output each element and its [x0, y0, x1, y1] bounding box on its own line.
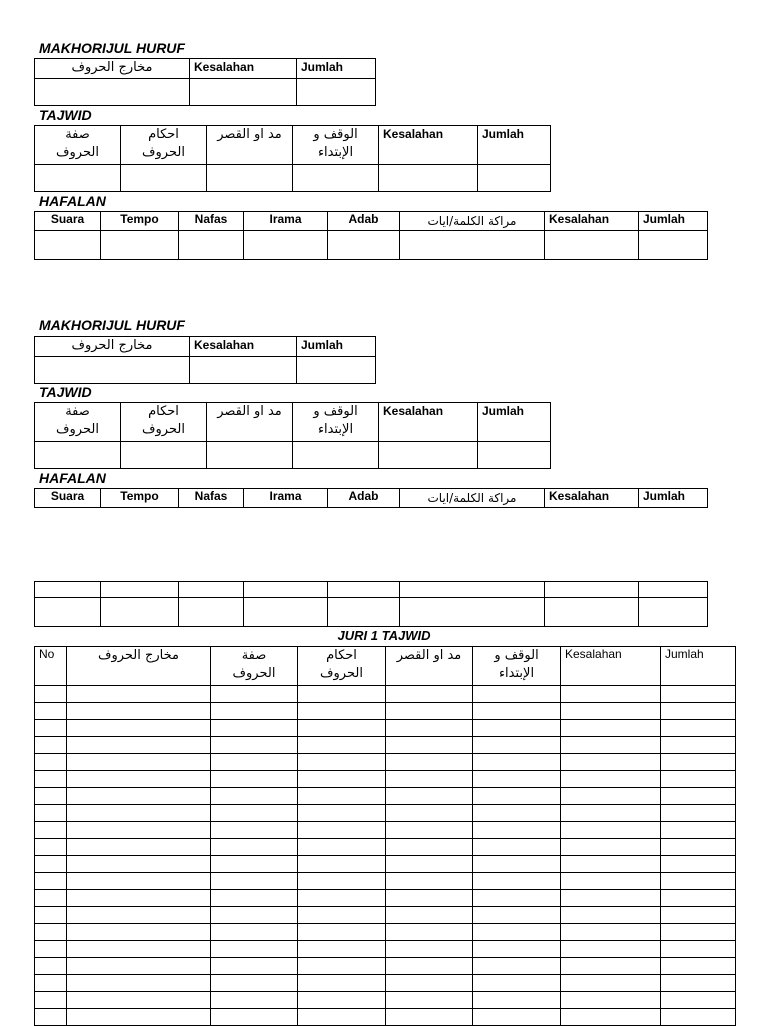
- juri-cell[interactable]: [386, 805, 473, 822]
- hafalan-cell[interactable]: [35, 231, 101, 260]
- juri-cell[interactable]: [298, 890, 386, 907]
- juri-cell[interactable]: [473, 771, 561, 788]
- juri-header-jumlah: Jumlah: [661, 647, 736, 686]
- juri-cell[interactable]: [386, 720, 473, 737]
- juri-cell[interactable]: [661, 975, 736, 992]
- table-row: [35, 720, 736, 737]
- juri-cell[interactable]: [35, 856, 67, 873]
- juri-cell[interactable]: [661, 686, 736, 703]
- juri-cell[interactable]: [561, 822, 661, 839]
- juri-cell[interactable]: [386, 788, 473, 805]
- hafalan-cell[interactable]: [101, 598, 179, 627]
- juri-cell[interactable]: [473, 856, 561, 873]
- hafalan-header-nafas: Nafas: [179, 212, 244, 231]
- juri-cell[interactable]: [473, 737, 561, 754]
- juri-cell[interactable]: [661, 839, 736, 856]
- makhorij-cell[interactable]: [35, 357, 190, 384]
- juri-cell[interactable]: [211, 822, 298, 839]
- table-row: [35, 958, 736, 975]
- juri-cell[interactable]: [386, 703, 473, 720]
- hafalan-cell[interactable]: [101, 582, 179, 598]
- juri-cell[interactable]: [67, 771, 211, 788]
- juri-cell[interactable]: [298, 975, 386, 992]
- juri-cell[interactable]: [473, 907, 561, 924]
- juri-cell[interactable]: [67, 992, 211, 1009]
- juri-cell[interactable]: [561, 941, 661, 958]
- juri-cell[interactable]: [67, 975, 211, 992]
- hafalan-title-2: HAFALAN: [39, 470, 106, 486]
- juri-cell[interactable]: [561, 771, 661, 788]
- juri-cell[interactable]: [661, 805, 736, 822]
- juri-cell[interactable]: [35, 822, 67, 839]
- juri-cell[interactable]: [661, 822, 736, 839]
- juri-cell[interactable]: [298, 873, 386, 890]
- juri-cell[interactable]: [35, 686, 67, 703]
- makhorij-header-jumlah: Jumlah: [297, 59, 376, 79]
- tajwid-title-1: TAJWID: [39, 107, 92, 123]
- hafalan-header-adab: Adab: [328, 489, 400, 508]
- juri-cell[interactable]: [211, 975, 298, 992]
- table-row: [35, 839, 736, 856]
- hafalan-cell[interactable]: [545, 231, 639, 260]
- hafalan-cell[interactable]: [400, 582, 545, 598]
- juri-cell[interactable]: [211, 924, 298, 941]
- juri-cell[interactable]: [661, 958, 736, 975]
- juri-cell[interactable]: [67, 907, 211, 924]
- tajwid-table-1: [34, 125, 551, 192]
- juri-cell[interactable]: [386, 737, 473, 754]
- tajwid-cell[interactable]: [478, 165, 551, 192]
- juri-cell[interactable]: [211, 805, 298, 822]
- hafalan-cell[interactable]: [179, 582, 244, 598]
- juri-cell[interactable]: [473, 992, 561, 1009]
- tajwid-header-kesalahan: Kesalahan: [379, 126, 478, 165]
- juri-cell[interactable]: [211, 737, 298, 754]
- juri-cell[interactable]: [67, 856, 211, 873]
- table-row: [35, 992, 736, 1009]
- hafalan-header-suara: Suara: [35, 489, 101, 508]
- hafalan-cell[interactable]: [244, 231, 328, 260]
- hafalan-cell[interactable]: [545, 582, 639, 598]
- juri-cell[interactable]: [561, 703, 661, 720]
- juri-cell[interactable]: [298, 839, 386, 856]
- juri-cell[interactable]: [35, 975, 67, 992]
- juri-cell[interactable]: [561, 975, 661, 992]
- juri-cell[interactable]: [473, 975, 561, 992]
- juri-cell[interactable]: [661, 856, 736, 873]
- hafalan-header-irama: Irama: [244, 212, 328, 231]
- juri-cell[interactable]: [35, 907, 67, 924]
- hafalan-cell[interactable]: [328, 231, 400, 260]
- juri-cell[interactable]: [67, 1009, 211, 1026]
- juri-cell[interactable]: [298, 924, 386, 941]
- hafalan-header-adab: Adab: [328, 212, 400, 231]
- table-row: [35, 856, 736, 873]
- juri-cell[interactable]: [298, 856, 386, 873]
- table-row: [35, 907, 736, 924]
- juri-cell[interactable]: [661, 703, 736, 720]
- makhorij-cell[interactable]: [35, 79, 190, 106]
- table-row: [35, 788, 736, 805]
- juri-cell[interactable]: [561, 924, 661, 941]
- juri-cell[interactable]: [211, 856, 298, 873]
- hafalan-header-suara: Suara: [35, 212, 101, 231]
- juri-cell[interactable]: [661, 924, 736, 941]
- tajwid-header-waqf: الوقف و الإبتداء: [293, 126, 379, 165]
- tajwid-table-2: [34, 402, 551, 469]
- juri-cell[interactable]: [561, 720, 661, 737]
- juri-cell[interactable]: [35, 737, 67, 754]
- juri-cell[interactable]: [661, 771, 736, 788]
- juri-cell[interactable]: [35, 788, 67, 805]
- table-row: [35, 975, 736, 992]
- hafalan-cell[interactable]: [400, 231, 545, 260]
- tajwid-cell[interactable]: [35, 165, 121, 192]
- hafalan-cell[interactable]: [179, 231, 244, 260]
- juri-cell[interactable]: [35, 720, 67, 737]
- juri-cell[interactable]: [386, 941, 473, 958]
- juri-cell[interactable]: [67, 805, 211, 822]
- juri-cell[interactable]: [35, 703, 67, 720]
- juri-cell[interactable]: [661, 720, 736, 737]
- juri-cell[interactable]: [561, 788, 661, 805]
- juri-cell[interactable]: [298, 822, 386, 839]
- juri-cell[interactable]: [386, 686, 473, 703]
- makhorij-header-kesalahan: Kesalahan: [190, 59, 297, 79]
- juri-cell[interactable]: [386, 771, 473, 788]
- juri-cell[interactable]: [211, 992, 298, 1009]
- table-row: [35, 1009, 736, 1026]
- makhorij-cell[interactable]: [190, 79, 297, 106]
- tajwid-header-jumlah: Jumlah: [478, 126, 551, 165]
- juri-cell[interactable]: [386, 839, 473, 856]
- tajwid-cell[interactable]: [293, 442, 379, 469]
- makhorij-table-2: [34, 336, 376, 384]
- table-row: [35, 924, 736, 941]
- tajwid-cell[interactable]: [121, 165, 207, 192]
- juri-cell[interactable]: [473, 873, 561, 890]
- juri-cell[interactable]: [211, 788, 298, 805]
- tajwid-header-mad: مد او القصر: [207, 403, 293, 442]
- juri-cell[interactable]: [298, 737, 386, 754]
- juri-cell[interactable]: [386, 907, 473, 924]
- tajwid-header-mad: مد او القصر: [207, 126, 293, 165]
- hafalan-header-muraqabah: مراكة الكلمة/ايات: [400, 489, 545, 508]
- juri-cell[interactable]: [298, 754, 386, 771]
- juri-cell[interactable]: [67, 890, 211, 907]
- juri-cell[interactable]: [211, 703, 298, 720]
- juri-title: JURI 1 TAJWID: [337, 628, 431, 643]
- juri-cell[interactable]: [386, 822, 473, 839]
- juri-cell[interactable]: [298, 992, 386, 1009]
- juri-cell[interactable]: [35, 873, 67, 890]
- hafalan-header-nafas: Nafas: [179, 489, 244, 508]
- tajwid-cell[interactable]: [121, 442, 207, 469]
- makhorij-cell[interactable]: [297, 79, 376, 106]
- juri-cell[interactable]: [473, 754, 561, 771]
- juri-cell[interactable]: [35, 771, 67, 788]
- juri-cell[interactable]: [211, 890, 298, 907]
- juri-cell[interactable]: [561, 839, 661, 856]
- table-row: [35, 754, 736, 771]
- juri-cell[interactable]: [35, 958, 67, 975]
- tajwid-cell[interactable]: [293, 165, 379, 192]
- juri-cell[interactable]: [211, 686, 298, 703]
- juri-cell[interactable]: [661, 907, 736, 924]
- juri-cell[interactable]: [35, 924, 67, 941]
- hafalan-cell[interactable]: [639, 598, 708, 627]
- juri-cell[interactable]: [561, 1009, 661, 1026]
- hafalan-header-irama: Irama: [244, 489, 328, 508]
- juri-cell[interactable]: [386, 856, 473, 873]
- juri-cell[interactable]: [473, 703, 561, 720]
- juri-cell[interactable]: [211, 754, 298, 771]
- juri-cell[interactable]: [473, 686, 561, 703]
- juri-cell[interactable]: [473, 839, 561, 856]
- juri-cell[interactable]: [661, 992, 736, 1009]
- juri-cell[interactable]: [473, 720, 561, 737]
- juri-cell[interactable]: [211, 720, 298, 737]
- tajwid-cell[interactable]: [35, 442, 121, 469]
- hafalan-header-jumlah: Jumlah: [639, 212, 708, 231]
- juri-cell[interactable]: [211, 907, 298, 924]
- hafalan-cell[interactable]: [101, 231, 179, 260]
- tajwid-title-2: TAJWID: [39, 384, 92, 400]
- hafalan-cell[interactable]: [639, 582, 708, 598]
- juri-cell[interactable]: [473, 924, 561, 941]
- juri-cell[interactable]: [211, 1009, 298, 1026]
- table-row: [35, 941, 736, 958]
- juri-cell[interactable]: [35, 1009, 67, 1026]
- juri-cell[interactable]: [473, 958, 561, 975]
- juri-cell[interactable]: [35, 941, 67, 958]
- hafalan-cell[interactable]: [179, 598, 244, 627]
- juri-cell[interactable]: [211, 873, 298, 890]
- hafalan-header-tempo: Tempo: [101, 212, 179, 231]
- tajwid-header-jumlah: Jumlah: [478, 403, 551, 442]
- juri-cell[interactable]: [473, 890, 561, 907]
- juri-cell[interactable]: [211, 941, 298, 958]
- juri-cell[interactable]: [211, 771, 298, 788]
- hafalan-header-jumlah: Jumlah: [639, 489, 708, 508]
- makhorij-title-1: MAKHORIJUL HURUF: [39, 40, 185, 56]
- table-row: [35, 873, 736, 890]
- makhorij-title-2: MAKHORIJUL HURUF: [39, 317, 185, 333]
- juri-cell[interactable]: [661, 873, 736, 890]
- makhorij-header-kesalahan: Kesalahan: [190, 337, 297, 357]
- juri-cell[interactable]: [661, 941, 736, 958]
- juri-cell[interactable]: [298, 788, 386, 805]
- tajwid-cell[interactable]: [207, 442, 293, 469]
- juri-header-ahkam: احكام الحروف: [298, 647, 386, 686]
- juri-cell[interactable]: [67, 958, 211, 975]
- tajwid-header-ahkam: احكام الحروف: [121, 403, 207, 442]
- juri-cell[interactable]: [386, 958, 473, 975]
- juri-cell[interactable]: [473, 941, 561, 958]
- juri-header-waqf: الوقف و الإبتداء: [473, 647, 561, 686]
- hafalan-header-kesalahan: Kesalahan: [545, 212, 639, 231]
- hafalan-cell[interactable]: [328, 598, 400, 627]
- tajwid-cell[interactable]: [379, 165, 478, 192]
- juri-cell[interactable]: [211, 839, 298, 856]
- juri-cell[interactable]: [67, 788, 211, 805]
- tajwid-header-kesalahan: Kesalahan: [379, 403, 478, 442]
- hafalan-header-kesalahan: Kesalahan: [545, 489, 639, 508]
- hafalan-cell[interactable]: [400, 598, 545, 627]
- juri-cell[interactable]: [561, 686, 661, 703]
- tajwid-header-waqf: الوقف و الإبتداء: [293, 403, 379, 442]
- hafalan-cell[interactable]: [639, 231, 708, 260]
- juri-cell[interactable]: [661, 890, 736, 907]
- hafalan-cell[interactable]: [35, 582, 101, 598]
- hafalan-table-1: [34, 211, 708, 260]
- tajwid-cell[interactable]: [379, 442, 478, 469]
- juri-cell[interactable]: [561, 754, 661, 771]
- juri-cell[interactable]: [661, 788, 736, 805]
- hafalan-cell[interactable]: [35, 598, 101, 627]
- juri-cell[interactable]: [561, 907, 661, 924]
- juri-table: [34, 646, 736, 1026]
- tajwid-cell[interactable]: [478, 442, 551, 469]
- juri-cell[interactable]: [35, 805, 67, 822]
- juri-cell[interactable]: [386, 873, 473, 890]
- hafalan-header-tempo: Tempo: [101, 489, 179, 508]
- table-row: [35, 703, 736, 720]
- juri-cell[interactable]: [298, 771, 386, 788]
- juri-cell[interactable]: [386, 754, 473, 771]
- juri-cell[interactable]: [386, 924, 473, 941]
- juri-header-kesalahan: Kesalahan: [561, 647, 661, 686]
- juri-cell[interactable]: [298, 805, 386, 822]
- juri-cell[interactable]: [661, 737, 736, 754]
- juri-cell[interactable]: [473, 788, 561, 805]
- hafalan-header-muraqabah: مراكة الكلمة/ايات: [400, 212, 545, 231]
- makhorij-cell[interactable]: [297, 357, 376, 384]
- juri-cell[interactable]: [661, 754, 736, 771]
- juri-cell[interactable]: [298, 703, 386, 720]
- juri-header-mad: مد او القصر: [386, 647, 473, 686]
- table-row: [35, 771, 736, 788]
- tajwid-cell[interactable]: [207, 165, 293, 192]
- juri-cell[interactable]: [67, 924, 211, 941]
- hafalan-cell[interactable]: [244, 582, 328, 598]
- juri-cell[interactable]: [67, 703, 211, 720]
- hafalan-table-continuation: [34, 581, 708, 627]
- juri-cell[interactable]: [298, 958, 386, 975]
- juri-cell[interactable]: [661, 1009, 736, 1026]
- juri-cell[interactable]: [67, 720, 211, 737]
- juri-cell[interactable]: [35, 754, 67, 771]
- table-row: [35, 737, 736, 754]
- juri-cell[interactable]: [298, 720, 386, 737]
- juri-cell[interactable]: [561, 992, 661, 1009]
- juri-cell[interactable]: [298, 941, 386, 958]
- table-row: [35, 822, 736, 839]
- makhorij-cell[interactable]: [190, 357, 297, 384]
- hafalan-cell[interactable]: [244, 598, 328, 627]
- table-row: [35, 890, 736, 907]
- juri-cell[interactable]: [386, 890, 473, 907]
- juri-cell[interactable]: [67, 737, 211, 754]
- juri-cell[interactable]: [67, 839, 211, 856]
- makhorij-header-arabic: مخارج الحروف: [35, 59, 190, 79]
- juri-cell[interactable]: [67, 754, 211, 771]
- juri-header-no: No: [35, 647, 67, 686]
- hafalan-cell[interactable]: [545, 598, 639, 627]
- juri-header-makhorij: مخارج الحروف: [67, 647, 211, 686]
- juri-cell[interactable]: [386, 992, 473, 1009]
- juri-cell[interactable]: [473, 822, 561, 839]
- juri-cell[interactable]: [561, 890, 661, 907]
- hafalan-title-1: HAFALAN: [39, 193, 106, 209]
- juri-cell[interactable]: [298, 1009, 386, 1026]
- juri-cell[interactable]: [298, 686, 386, 703]
- juri-cell[interactable]: [35, 992, 67, 1009]
- juri-cell[interactable]: [67, 873, 211, 890]
- table-row: [35, 686, 736, 703]
- juri-cell[interactable]: [386, 975, 473, 992]
- makhorij-header-arabic: مخارج الحروف: [35, 337, 190, 357]
- juri-cell[interactable]: [298, 907, 386, 924]
- hafalan-table-2: [34, 488, 708, 508]
- hafalan-cell[interactable]: [328, 582, 400, 598]
- juri-cell[interactable]: [211, 958, 298, 975]
- juri-cell[interactable]: [561, 958, 661, 975]
- juri-cell[interactable]: [561, 873, 661, 890]
- tajwid-header-ahkam: احكام الحروف: [121, 126, 207, 165]
- juri-cell[interactable]: [473, 805, 561, 822]
- juri-header-sifat: صفة الحروف: [211, 647, 298, 686]
- makhorij-table-1: [34, 58, 376, 106]
- tajwid-header-sifat: صفة الحروف: [35, 403, 121, 442]
- juri-cell[interactable]: [35, 890, 67, 907]
- juri-cell[interactable]: [67, 941, 211, 958]
- juri-cell[interactable]: [561, 737, 661, 754]
- tajwid-header-sifat: صفة الحروف: [35, 126, 121, 165]
- juri-cell[interactable]: [386, 1009, 473, 1026]
- juri-cell[interactable]: [561, 805, 661, 822]
- makhorij-header-jumlah: Jumlah: [297, 337, 376, 357]
- juri-cell[interactable]: [473, 1009, 561, 1026]
- juri-cell[interactable]: [561, 856, 661, 873]
- juri-cell[interactable]: [35, 839, 67, 856]
- table-row: [35, 805, 736, 822]
- juri-cell[interactable]: [67, 822, 211, 839]
- juri-cell[interactable]: [67, 686, 211, 703]
